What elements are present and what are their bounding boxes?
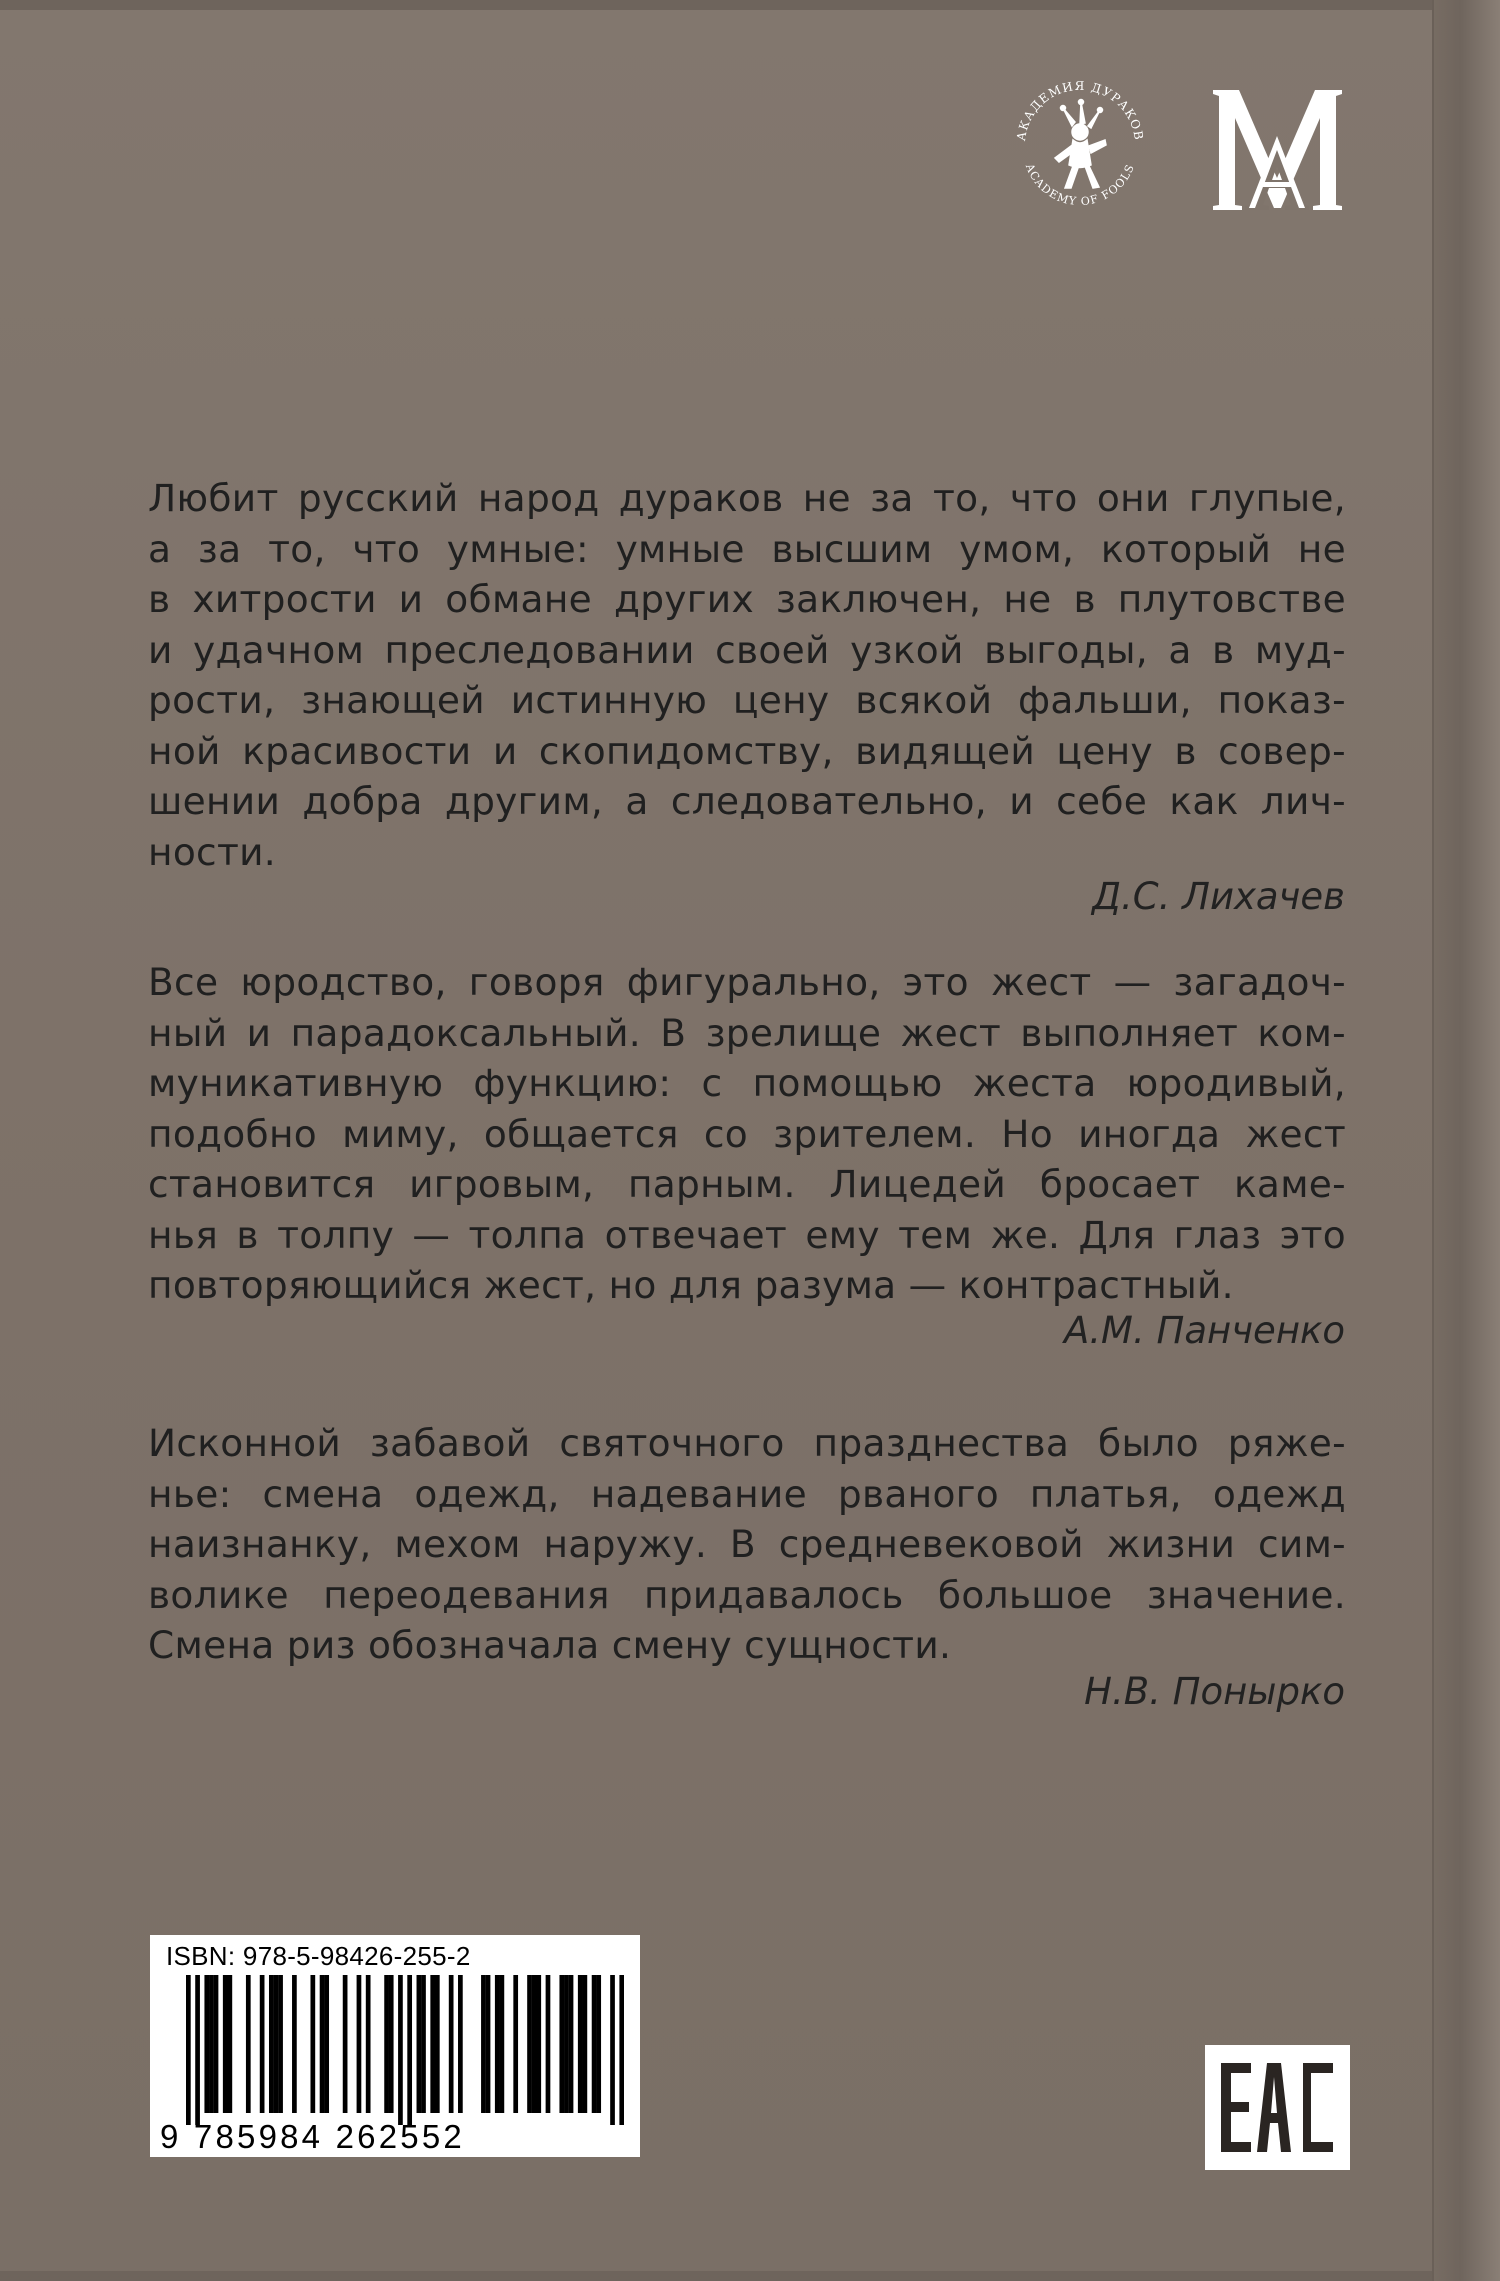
quote-line: ной красивости и скопидомству, видящей цену в совер- <box>148 728 1346 773</box>
barcode-bar <box>209 1975 214 2113</box>
barcode-bar <box>357 1975 362 2113</box>
barcode-bar <box>186 1975 191 2125</box>
barcode-bar <box>559 1975 564 2113</box>
barcode-bar <box>481 1975 486 2113</box>
quote-line: рости, знающей истинную цену всякой фальши, показ- <box>148 678 1346 722</box>
barcode-bar <box>343 1975 348 2113</box>
barcode-bar <box>204 1975 209 2113</box>
svg-text:ACADEMY OF FOOLS: ACADEMY OF FOOLS <box>1022 161 1138 209</box>
barcode-bar <box>486 1975 491 2113</box>
quote-2-author: А.М. Панченко <box>1063 1309 1345 1352</box>
barcode-bar <box>527 1975 532 2113</box>
jester-seal-icon <box>1005 70 1155 220</box>
svg-text:АКАДЕМИЯ ДУРАКОВ: АКАДЕМИЯ ДУРАКОВ <box>1014 79 1146 142</box>
barcode-bar <box>495 1975 500 2113</box>
isbn-label: ISBN: 978-5-98426-255-2 <box>166 1941 471 1971</box>
barcode-bar <box>500 1975 505 2113</box>
quote-line: ный и парадоксальный. В зрелище жест выполняет ком- <box>148 1010 1346 1055</box>
barcode-bar <box>417 1975 422 2113</box>
barcode-bar <box>389 1975 394 2113</box>
barcode-bar <box>435 1975 440 2113</box>
quote-line: повторяющийся жест, но для разума — контрастный. <box>148 1263 1234 1307</box>
quote-1-text <box>148 473 1346 877</box>
quote-line: муникативную функцию: с помощью жеста юродивый, <box>148 1061 1346 1105</box>
quote-line: нья в толпу — толпа отвечает ему тем же. Для глаз это <box>148 1212 1346 1257</box>
quote-1-author: Д.С. Лихачев <box>1092 875 1345 918</box>
barcode-bar <box>513 1975 518 2113</box>
barcode-bar <box>449 1975 454 2113</box>
quote-line: Смена риз обозначала смену сущности. <box>148 1623 952 1667</box>
barcode-bar <box>324 1975 329 2113</box>
quote-line: Любит русский народ дураков не за то, что они глупые, <box>148 476 1346 520</box>
barcode-bar <box>458 1975 463 2113</box>
barcode-bar <box>430 1975 435 2113</box>
quote-line: наизнанку, мехом наружу. В средневековой жизни сим- <box>148 1522 1346 1566</box>
barcode-bar <box>269 1975 274 2113</box>
quote-line: и удачном преследовании своей узкой выгоды, а в муд- <box>148 627 1346 672</box>
barcode-bar <box>246 1975 251 2113</box>
barcode-bar <box>583 1975 588 2113</box>
barcode-bar <box>278 1975 283 2113</box>
barcode-bar <box>532 1975 537 2113</box>
quote-line: ности. <box>148 829 277 874</box>
quote-line: шении добра другим, а следовательно, и себе как лич- <box>148 779 1346 823</box>
barcode-bar <box>578 1975 583 2113</box>
barcode-bar <box>536 1975 541 2113</box>
barcode-bar <box>320 1975 325 2113</box>
quote-2-text <box>148 957 1346 1311</box>
quote-line: Все юродство, говоря фигурально, это жест — загадоч- <box>148 960 1346 1004</box>
academy-of-fools-seal-logo <box>1005 70 1155 220</box>
quote-line: Исконной забавой святочного празднества было ряже- <box>148 1421 1346 1465</box>
quote-3-text <box>148 1418 1346 1671</box>
barcode-bar <box>310 1975 315 2113</box>
quote-line: подобно миму, общается со зрителем. Но иногда жест <box>148 1111 1346 1156</box>
barcode-bar <box>195 1975 200 2125</box>
barcode-bar <box>366 1975 371 2113</box>
barcode-bar <box>569 1975 574 2113</box>
barcode-bars <box>186 1975 624 2125</box>
barcode-bar <box>407 1975 412 2125</box>
spine-edge <box>1432 0 1500 2281</box>
barcode-bar <box>398 1975 403 2125</box>
eac-certification-mark <box>1205 2045 1350 2170</box>
cover-top-edge <box>0 0 1500 10</box>
quote-line: в хитрости и обмане других заключен, не в плутовстве <box>148 577 1346 621</box>
barcode-bar <box>227 1975 232 2113</box>
barcode-bar <box>619 1975 624 2125</box>
barcode-bar <box>223 1975 228 2113</box>
quote-line: становится игровым, парным. Лицедей бросает камe- <box>148 1162 1346 1206</box>
barcode-bar <box>592 1975 597 2113</box>
cover-bottom-edge <box>0 2271 1500 2281</box>
publisher-am-logo <box>1205 78 1350 213</box>
barcode-bar <box>214 1975 219 2113</box>
quote-line: волике переодевания придавалось большое значение. <box>148 1572 1346 1617</box>
barcode-bar <box>292 1975 297 2113</box>
barcode-bar <box>546 1975 551 2113</box>
quote-3-author: Н.В. Понырко <box>1084 1670 1345 1713</box>
barcode-bar <box>596 1975 601 2113</box>
barcode-bar <box>274 1975 279 2113</box>
barcode-digits: 9 785984 262552 <box>160 2118 465 2155</box>
barcode-bar <box>421 1975 426 2113</box>
am-monogram-icon <box>1205 78 1350 213</box>
barcode-bar <box>384 1975 389 2113</box>
eac-icon <box>1205 2045 1350 2170</box>
quote-line: нье: смена одежд, надевание рваного платья, одежд <box>148 1471 1346 1516</box>
barcode-bar <box>260 1975 265 2113</box>
barcode-bar <box>564 1975 569 2113</box>
isbn-barcode <box>150 1935 640 2157</box>
barcode-bar <box>610 1975 615 2125</box>
quote-line: а за то, что умные: умные высшим умом, который не <box>148 526 1346 571</box>
